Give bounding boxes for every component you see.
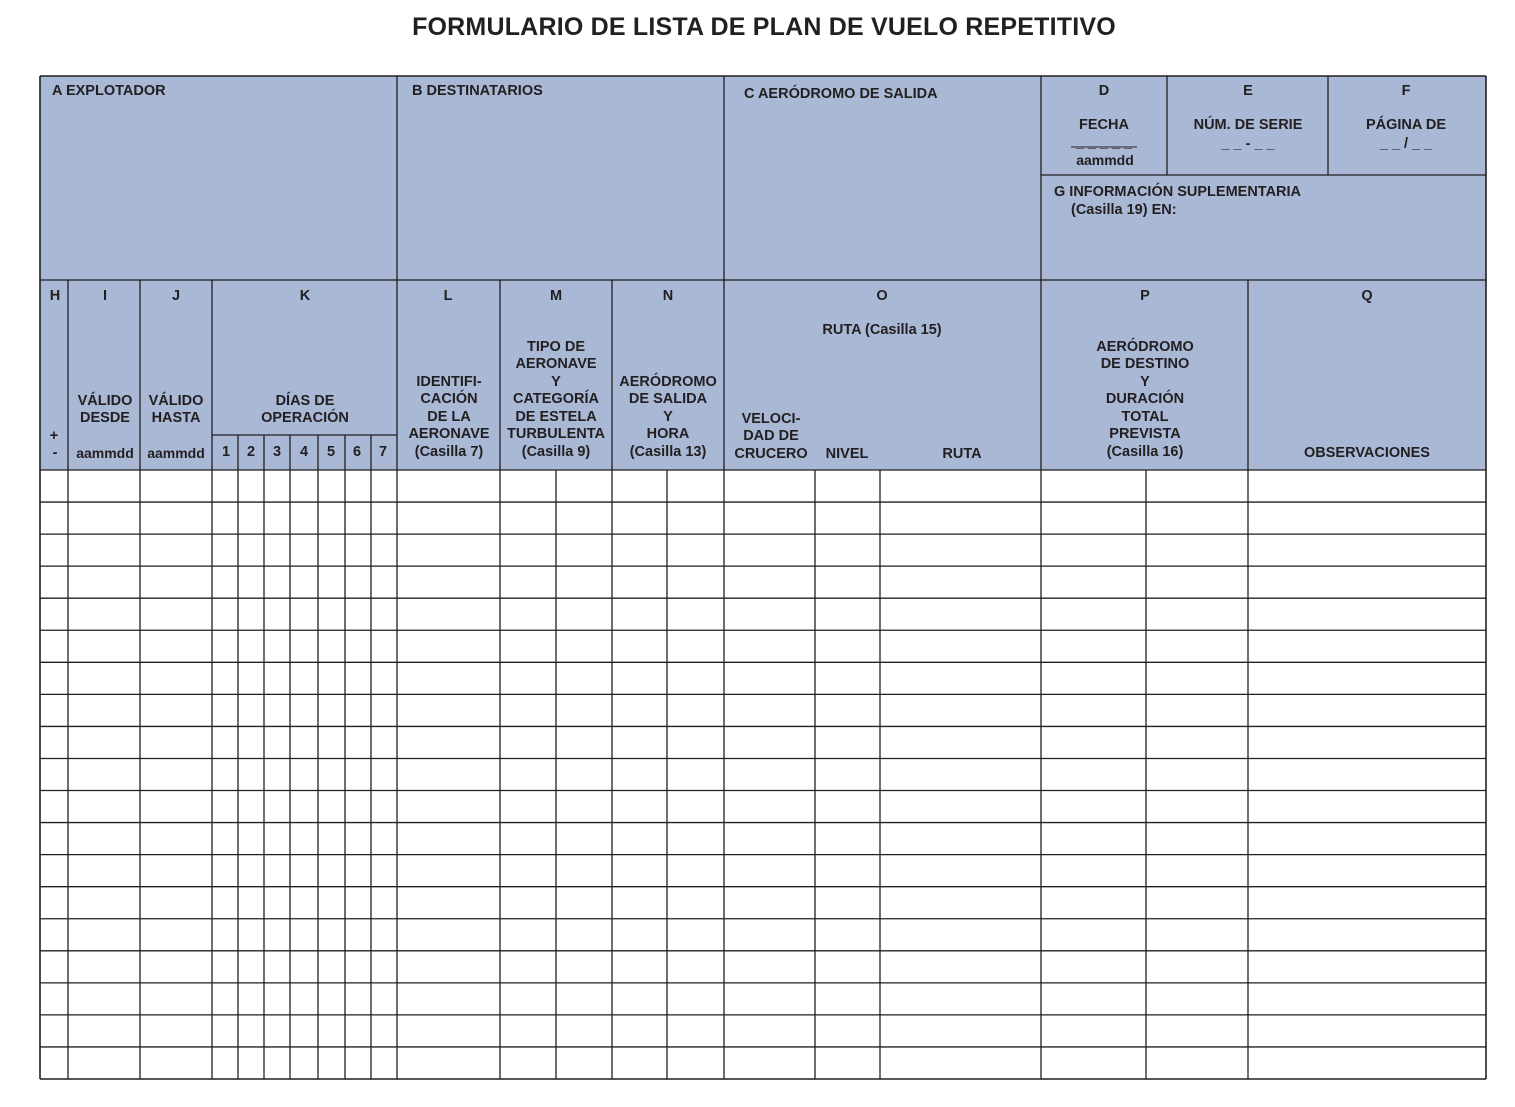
nivel-label: NIVEL — [825, 446, 869, 462]
ruta-casilla-label: RUTA (Casilla 15) — [822, 322, 942, 338]
pagina-letter: F — [1401, 83, 1411, 99]
col-l-letter: L — [443, 288, 453, 304]
tipo-aeronave-line6: TURBULENTA — [507, 426, 605, 442]
plus-sign: + — [49, 428, 59, 444]
valido-desde-line1: VÁLIDO — [77, 393, 133, 409]
velocidad-line2: DAD DE — [743, 428, 799, 444]
col-j-letter: J — [171, 288, 181, 304]
day-7: 7 — [378, 444, 388, 460]
tipo-aeronave-casilla: (Casilla 9) — [521, 444, 591, 460]
velocidad-line3: CRUCERO — [734, 446, 808, 462]
identificacion-line1: IDENTIFI- — [416, 374, 482, 390]
tipo-aeronave-line2: AERONAVE — [515, 356, 597, 372]
serie-letter: E — [1243, 83, 1253, 99]
aerodromo-hora-line2: DE SALIDA — [628, 391, 708, 407]
valido-hasta-line1: VÁLIDO — [148, 393, 204, 409]
col-o-letter: O — [876, 288, 888, 304]
valido-desde-line2: DESDE — [80, 410, 130, 426]
col-p-letter: P — [1140, 288, 1150, 304]
col-n-letter: N — [662, 288, 674, 304]
destino-line6: PREVISTA — [1109, 426, 1181, 442]
day-1: 1 — [221, 444, 231, 460]
aerodromo-hora-line4: HORA — [646, 426, 690, 442]
tipo-aeronave-line4: CATEGORÍA — [513, 391, 599, 407]
col-k-letter: K — [299, 288, 311, 304]
valido-desde-format: aammdd — [76, 445, 134, 461]
day-5: 5 — [326, 444, 336, 460]
identificacion-line4: AERONAVE — [408, 426, 490, 442]
col-m-letter: M — [549, 288, 563, 304]
aerodromo-salida-label: C AERÓDROMO DE SALIDA — [744, 86, 938, 102]
identificacion-line2: CACIÓN — [420, 391, 478, 407]
fecha-letter: D — [1098, 83, 1110, 99]
destino-line2: DE DESTINO — [1100, 356, 1190, 372]
aerodromo-hora-line1: AERÓDROMO — [619, 374, 717, 390]
valido-hasta-format: aammdd — [147, 445, 205, 461]
aerodromo-hora-line3: Y — [663, 409, 673, 425]
explotador-label: A EXPLOTADOR — [52, 83, 166, 99]
col-h-letter: H — [49, 288, 61, 304]
day-6: 6 — [352, 444, 362, 460]
tipo-aeronave-line3: Y — [551, 374, 561, 390]
destino-line3: Y — [1140, 374, 1150, 390]
fecha-format: aammdd — [1076, 152, 1134, 168]
destino-line4: DURACIÓN — [1105, 391, 1185, 407]
destino-line5: TOTAL — [1121, 409, 1169, 425]
destino-casilla: (Casilla 16) — [1106, 444, 1184, 460]
fecha-label: FECHA — [1079, 117, 1129, 133]
minus-sign: - — [52, 445, 58, 461]
identificacion-casilla: (Casilla 7) — [414, 444, 484, 460]
tipo-aeronave-line1: TIPO DE — [526, 339, 586, 355]
destinatarios-label: B DESTINATARIOS — [412, 83, 543, 99]
pagina-blank: _ _ / _ _ — [1379, 136, 1433, 152]
day-4: 4 — [299, 444, 309, 460]
col-q-letter: Q — [1361, 288, 1373, 304]
fecha-blank: _ _ _ _ _ — [1075, 135, 1133, 151]
ruta-label: RUTA — [942, 446, 982, 462]
valido-hasta-line2: HASTA — [151, 410, 201, 426]
serie-label: NÚM. DE SERIE — [1193, 117, 1303, 133]
destino-line1: AERÓDROMO — [1096, 339, 1194, 355]
pagina-label: PÁGINA DE — [1365, 117, 1447, 133]
col-i-letter: I — [102, 288, 108, 304]
day-2: 2 — [246, 444, 256, 460]
observaciones-label: OBSERVACIONES — [1304, 445, 1430, 461]
dias-operacion-line2: OPERACIÓN — [261, 410, 349, 426]
dias-operacion-line1: DÍAS DE — [275, 393, 335, 409]
info-suplementaria-casilla: (Casilla 19) EN: — [1071, 202, 1177, 218]
aerodromo-hora-casilla: (Casilla 13) — [629, 444, 707, 460]
tipo-aeronave-line5: DE ESTELA — [515, 409, 597, 425]
velocidad-line1: VELOCI- — [741, 411, 801, 427]
info-suplementaria-label: G INFORMACIÓN SUPLEMENTARIA — [1054, 184, 1302, 200]
form-title: FORMULARIO DE LISTA DE PLAN DE VUELO REPETITIVO — [412, 13, 1116, 41]
serie-blank: _ _ - _ _ — [1221, 136, 1275, 152]
identificacion-line3: DE LA — [427, 409, 471, 425]
day-3: 3 — [272, 444, 282, 460]
